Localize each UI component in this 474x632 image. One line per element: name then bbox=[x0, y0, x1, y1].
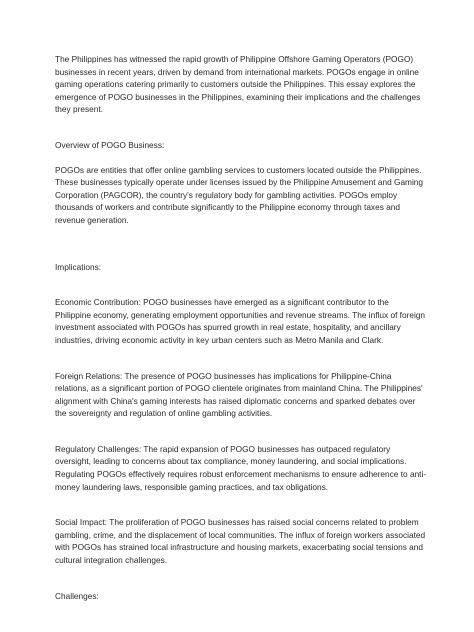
regulatory-challenges-paragraph: Regulatory Challenges: The rapid expansion of POGO businesses has outpaced regulatory oversight, leading to concerns about tax compliance, money laundering, and social implications. Regulating POGOs effectively requires robust enforcement mechanisms to ensure adherence to anti-money laundering laws, responsible gaming practices, and tax obligations. bbox=[55, 443, 427, 492]
economic-contribution-paragraph: Economic Contribution: POGO businesses have emerged as a significant contributor to the Philippine economy, generating employment opportunities and revenue streams. The influx of foreign investment associated with POGOs has spurred growth in real estate, hospitality, and ancillary industries, driving economic activity in key urban centers such as Metro Manila and Clark. bbox=[55, 297, 426, 345]
foreign-relations-paragraph: Foreign Relations: The presence of POGO businesses has implications for Philippine-China relations, as a significant portion of POGO clientele originates from mainland China. The Philippines' alignment with China's gaming interests has raised diplomatic concerns and sparked debates over the sovereignty and regulation of online gambling activities. bbox=[55, 370, 423, 419]
challenges-heading: Challenges: bbox=[55, 590, 99, 601]
overview-paragraph: POGOs are entities that offer online gambling services to customers located outside the Philippines. These businesses typically operate under licenses issued by the Philippine Amusement and Gaming Corporation (PAGCOR), the country's regulatory body for gambling activities. POGOs employ thousands of workers and contribute significantly to the Philippine economy through taxes and revenue generation. bbox=[55, 164, 424, 225]
implications-heading: Implications: bbox=[55, 261, 102, 272]
document-page bbox=[55, 53, 427, 602]
overview-heading: Overview of POGO Business: bbox=[55, 139, 165, 150]
intro-paragraph: The Philippines has witnessed the rapid growth of Philippine Offshore Gaming Operators (POGO) businesses in recent years, driven by demand from international markets. POGOs engage in online gaming operations catering primarily to customers outside the Philippines. This essay explores the emergence of POGO businesses in the Philippines, examining their implications and the challenges they present. bbox=[55, 54, 421, 115]
social-impact-paragraph: Social Impact: The proliferation of POGO businesses has raised social concerns related to problem gambling, crime, and the displacement of local communities. The influx of foreign workers associated with POGOs has strained local infrastructure and housing markets, exacerbating social tensions and cultural integration challenges. bbox=[55, 517, 426, 566]
